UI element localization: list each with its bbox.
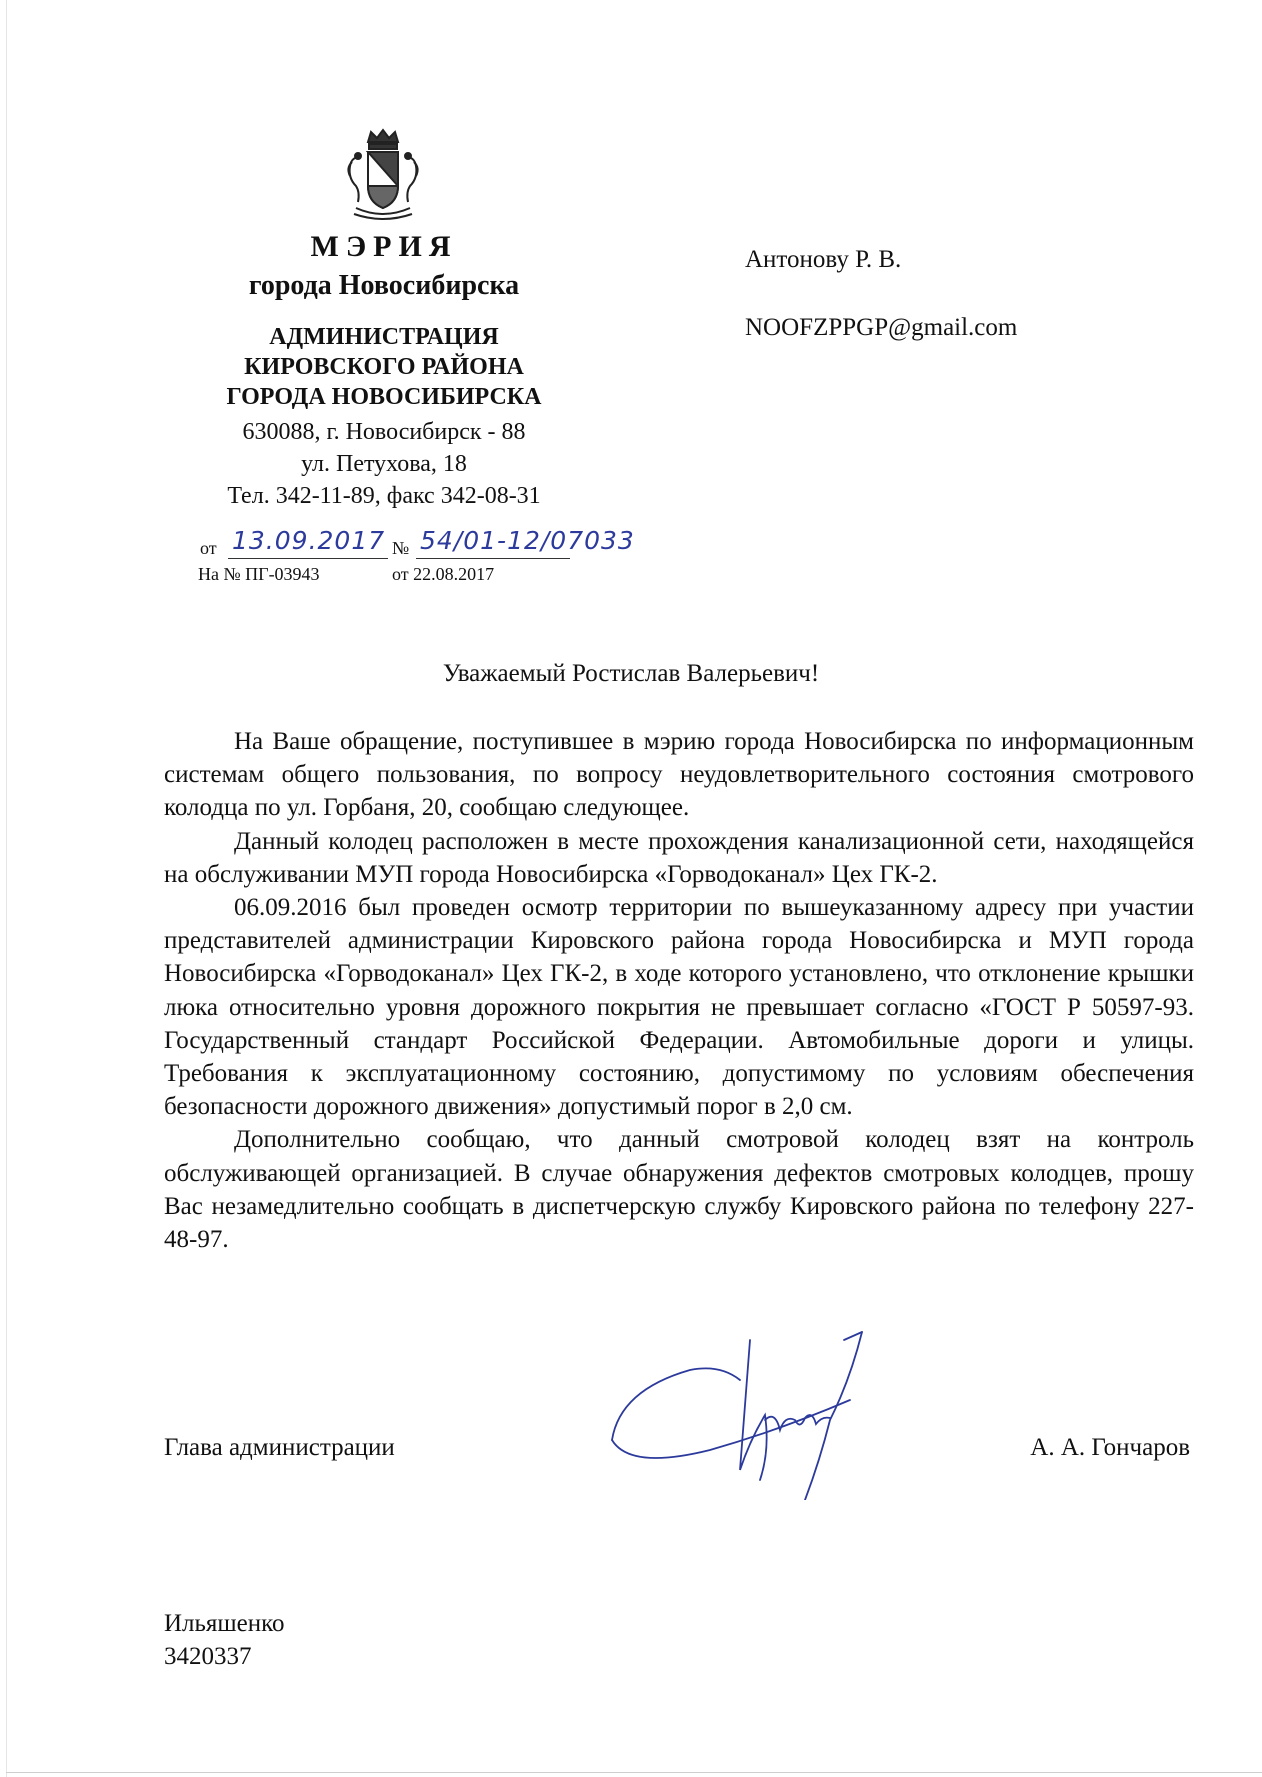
date-underline: [228, 558, 388, 559]
mayor-office-title: МЭРИЯ: [310, 230, 458, 263]
district-admin-block: [175, 322, 593, 412]
from-label: от: [200, 538, 217, 558]
greeting: Уважаемый Ростислав Валерьевич!: [442, 660, 820, 687]
recipient-name: Антонову Р. В.: [745, 246, 902, 273]
admin-line: КИРОВСКОГО РАЙОНА: [244, 354, 524, 380]
recipient-email: NOOFZPPGP@gmail.com: [745, 314, 1018, 341]
reply-date: от 22.08.2017: [392, 564, 495, 584]
number-label: №: [392, 538, 410, 558]
novosibirsk-coat-of-arms-icon: [338, 128, 428, 224]
letter-body: [164, 725, 1194, 1256]
body-paragraph: Данный колодец расположен в месте прохождения канализационной сети, находящейся на обслуживании МУП города Новосибирска «Горводоканал» Цех ГК-2.: [164, 827, 1194, 888]
executor-name: Ильяшенко: [164, 1610, 285, 1637]
body-paragraph: Дополнительно сообщаю, что данный смотровой колодец взят на контроль обслуживающей организацией. В случае обнаружения дефектов смотровых колодцев, прошу Вас незамедлительно сообщать в диспетчерскую службу Кировского района по телефону 227-48-97.: [164, 1126, 1194, 1254]
scan-bottom-edge: [6, 1772, 1262, 1773]
signatory-position: Глава администрации: [164, 1434, 395, 1461]
address-line: ул. Петухова, 18: [301, 451, 467, 477]
handwritten-signature: [600, 1320, 900, 1500]
city-name: города Новосибирска: [248, 270, 520, 301]
signatory-name: А. А. Гончаров: [1030, 1434, 1190, 1461]
reply-reference: На № ПГ-03943: [198, 564, 320, 584]
address-line: Тел. 342-11-89, факс 342-08-31: [227, 483, 541, 509]
admin-line: ГОРОДА НОВОСИБИРСКА: [226, 384, 542, 410]
address-line: 630088, г. Новосибирск - 88: [242, 419, 526, 445]
outgoing-date: 13.09.2017: [232, 526, 386, 555]
admin-line: АДМИНИСТРАЦИЯ: [269, 324, 499, 350]
address-block: [175, 416, 593, 512]
executor-phone: 3420337: [164, 1643, 252, 1670]
outgoing-number: 54/01-12/07033: [420, 526, 635, 555]
scan-edge: [6, 0, 7, 1777]
body-paragraph: 06.09.2016 был проведен осмотр территории по вышеуказанному адресу при участии представителей администрации Кировского района города Новосибирска и МУП города Новосибирска «Горводоканал» Цех ГК-2, в ходе которого установлено, что отклонение крышки люка относительно уровня дорожного покрытия не превышает согласно «ГОСТ Р 50597-93. Государственный стандарт Российской Федерации. Автомобильные дороги и улицы. Требования к эксплуатационному состоянию, допустимому по условиям обеспечения безопасности дорожного движения» допустимый порог в 2,0 см.: [164, 894, 1194, 1121]
number-underline: [416, 558, 570, 559]
body-paragraph: На Ваше обращение, поступившее в мэрию города Новосибирска по информационным системам общего пользования, по вопросу неудовлетворительного состояния смотрового колодца по ул. Горбаня, 20, сообщаю следующее.: [164, 728, 1194, 822]
